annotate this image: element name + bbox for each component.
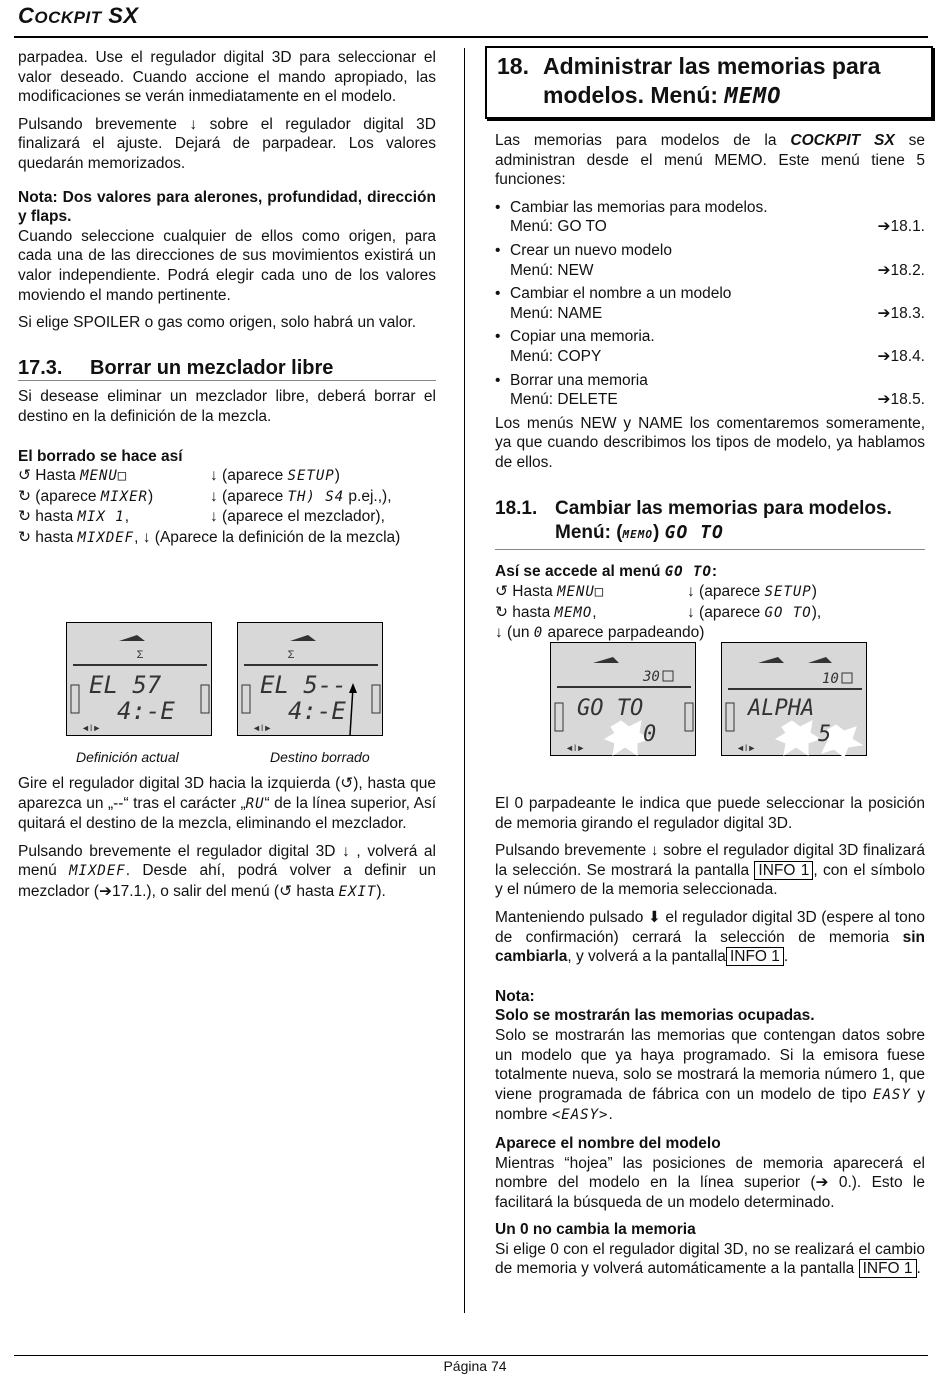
note-heading: Nota: Dos valores para alerones, profundidad, dirección y flaps. <box>18 188 436 226</box>
svg-text:EL 57: EL 57 <box>89 671 162 699</box>
lcd-display-alpha <box>721 642 867 756</box>
list-item: • Cambiar las memorias para modelos. Menú: GO TO ➔18.1. <box>495 198 925 237</box>
column-divider <box>464 48 465 1313</box>
paragraph: Gire el regulador digital 3D hacia la izquierda (↺), hasta que aparezca un „--“ tras el carácter „RU“ de la línea superior, Así quitará el destino de la mezcla, eliminando el mezclador. <box>18 775 437 833</box>
svg-text:Σ: Σ <box>287 649 295 661</box>
paragraph: Si elige 0 con el regulador digital 3D, no se realizará el cambio de memoria y volverá automáticamente a la pantalla INFO 1 . <box>495 1240 925 1278</box>
info-screen-ref: INFO 1 <box>859 1259 917 1278</box>
step-row: ↓ (un 0 aparece parpadeando) <box>495 624 705 642</box>
svg-text:5: 5 <box>818 722 832 747</box>
svg-text:4:-E: 4:-E <box>288 697 346 725</box>
svg-text:4:-E: 4:-E <box>117 697 175 725</box>
paragraph: El 0 parpadeante le indica que puede seleccionar la posición de memoria girando el regulador digital 3D. <box>495 795 925 832</box>
svg-text:GO TO: GO TO <box>577 696 644 721</box>
access-heading: Así se accede al menú GO TO: <box>495 562 718 580</box>
note-heading: Nota: <box>495 987 535 1005</box>
svg-text:◄I►: ◄I► <box>81 723 102 733</box>
left-column <box>18 48 436 548</box>
paragraph: parpadea. Use el regulador digital 3D para seleccionar el valor deseado. Cuando accione el mando apropiado, las modificaciones se verán inmediatamente en el modelo. <box>18 49 436 106</box>
step-row: ↻ hasta MIXDEF, ↓ (Aparece la definición de la mezcla) <box>18 528 401 546</box>
paragraph: Las memorias para modelos de la COCKPIT SX se administran desde el menú MEMO. Este menú tiene 5 funciones: <box>495 132 925 189</box>
lcd-display-erased <box>237 622 383 736</box>
page-number: Página 74 <box>443 1358 507 1374</box>
menu-function-list <box>495 198 925 410</box>
right-column <box>495 48 925 644</box>
svg-text:Σ: Σ <box>136 649 144 661</box>
figure-caption: Definición actual <box>76 749 179 765</box>
paragraph: Mientras “hojea” las posiciones de memoria aparecerá el nombre del modelo en la línea superior (➔ 0.). Esto le facilitará la búsqueda de un modelo determinado. <box>495 1154 925 1211</box>
paragraph: Pulsando brevemente ↓ sobre el regulador digital 3D finalizará el ajuste. Dejará de parpadear. Los valores quedarán memorizados. <box>18 115 436 172</box>
paragraph: Solo se mostrarán las memorias que contengan datos sobre un modelo que ya haya programado. Si la emisora fuese totalmente nueva, solo se mostrará la memoria número 1, que viene programada de fábrica con un modelo de tipo EASY y nombre <EASY>. <box>495 1026 925 1124</box>
list-item: • Crear un nuevo modelo Menú: NEW ➔18.2. <box>495 241 925 280</box>
list-item: • Borrar una memoria Menú: DELETE ➔18.5. <box>495 371 925 410</box>
info-screen-ref: INFO 1 <box>726 947 784 966</box>
svg-text:EL 5--: EL 5-- <box>260 671 347 699</box>
footer-rule <box>14 1355 928 1356</box>
header-rule <box>14 36 928 38</box>
step-row: ↻ (aparece MIXER) ↓ (aparece TH) S4 p.ej.,), <box>18 487 392 505</box>
right-column-lower <box>495 794 925 1279</box>
svg-text:◄I►: ◄I► <box>565 743 586 753</box>
svg-text:◄I►: ◄I► <box>252 723 273 733</box>
section-heading: 17.3. Borrar un mezclador libre <box>18 356 334 379</box>
list-item: • Copiar una memoria. Menú: COPY ➔18.4. <box>495 327 925 366</box>
svg-text:10: 10 <box>822 671 839 687</box>
header-title: COCKPIT SX <box>18 3 139 28</box>
paragraph: Si elige SPOILER o gas como origen, solo habrá un valor. <box>18 314 417 332</box>
svg-text:◄I►: ◄I► <box>736 743 757 753</box>
left-column-lower <box>18 774 436 903</box>
svg-text:30: 30 <box>643 669 660 685</box>
note-subheading: Solo se mostrarán las memorias ocupadas. <box>495 1007 815 1025</box>
paragraph: Cuando seleccione cualquier de ellos como origen, para cada una de las direcciones de sus movimientos existirá un valor independiente. Podrá elegir cada uno de los valores moviendo el mando pertinente. <box>18 227 436 304</box>
step-row: ↻ hasta MIX 1, ↓ (aparece el mezclador), <box>18 508 385 526</box>
section-rule <box>18 380 436 381</box>
subsection-heading: 18.1. Cambiar las memorias para modelos. Menú: (MEMO) GO TO <box>495 497 892 543</box>
info-screen-ref: INFO 1 <box>754 861 813 880</box>
figure-caption: Destino borrado <box>270 749 370 765</box>
subheading: Aparece el nombre del modelo <box>495 1134 721 1152</box>
step-row: ↺ Hasta MENU□ ↓ (aparece SETUP) <box>495 583 817 601</box>
chapter-heading: 18. Administrar las memorias para modelos. Menú: MEMO <box>485 46 933 119</box>
lcd-display-current <box>66 622 212 736</box>
paragraph: Pulsando brevemente el regulador digital 3D ↓ , volverá al menú MIXDEF. Desde ahí, podrá volver a definir un mezclador (➔17.1.), o salir del menú (↺ hasta EXIT). <box>18 842 436 900</box>
list-item: • Cambiar el nombre a un modelo Menú: NAME ➔18.3. <box>495 284 925 323</box>
paragraph: Pulsando brevemente ↓ sobre el regulador digital 3D finalizará la selección. Se mostrará la pantalla INFO 1 , con el símbolo y el número de la memoria seleccionada. <box>495 842 925 899</box>
paragraph: Manteniendo pulsado ⬇ el regulador digital 3D (espere al tono de confirmación) cerrará la selección de memoria sin cambiarla, y volverá a la pantalla INFO 1 . <box>495 908 925 966</box>
section-rule <box>495 549 925 550</box>
step-row: ↻ hasta MEMO, ↓ (aparece GO TO), <box>495 603 822 621</box>
subheading: Un 0 no cambia la memoria <box>495 1221 696 1239</box>
step-row: ↺ Hasta MENU□ ↓ (aparece SETUP) <box>18 467 340 485</box>
lcd-display-goto <box>550 642 696 756</box>
svg-text:0: 0 <box>643 722 657 747</box>
steps-heading: El borrado se hace así <box>18 447 183 465</box>
paragraph: Los menús NEW y NAME los comentaremos someramente, ya que cuando describimos los tipos de modelo, ya hablamos de ellos. <box>495 414 925 471</box>
paragraph: Si desease eliminar un mezclador libre, deberá borrar el destino en la definición de la mezcla. <box>18 388 436 425</box>
svg-text:ALPHA: ALPHA <box>748 696 815 721</box>
